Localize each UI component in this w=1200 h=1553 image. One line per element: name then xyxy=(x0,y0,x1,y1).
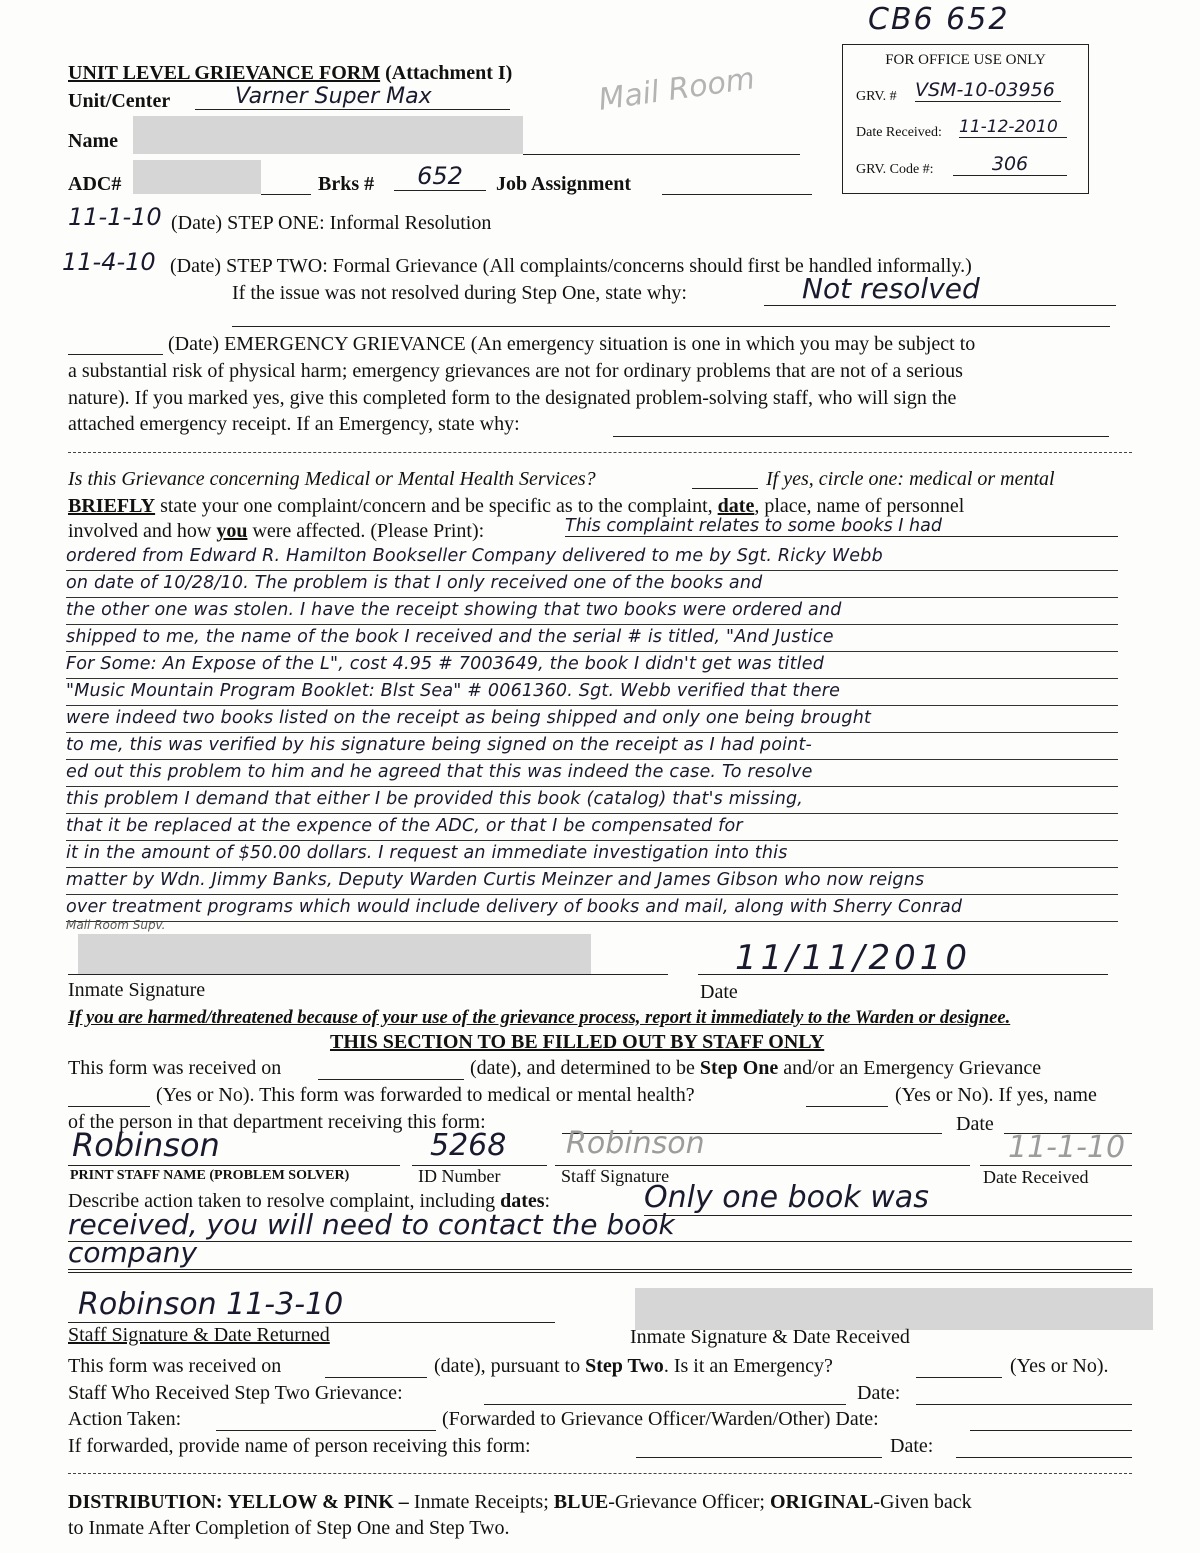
describe-dates: dates xyxy=(500,1190,545,1212)
staff-received-date-line xyxy=(318,1059,464,1080)
job-label: Job Assignment xyxy=(496,173,632,195)
distribution-yellow-pink: YELLOW & PINK – xyxy=(227,1491,409,1513)
staff-date-received-line xyxy=(980,1163,1132,1166)
emergency-line3: nature). If you marked yes, give this completed form to the designated problem-solving staff, who will sign the xyxy=(68,387,957,409)
office-use-box xyxy=(842,44,1089,194)
inmate-signature-line xyxy=(68,972,668,975)
distribution-line2: to Inmate After Completion of Step One and Step Two. xyxy=(68,1517,510,1539)
staff-received-label: This form was received on xyxy=(68,1057,282,1079)
involved-instruction xyxy=(68,520,484,543)
unit-label: Unit/Center xyxy=(68,90,171,112)
complaint-line: For Some: An Expose of the L", cost 4.95 # 7003649, the book I didn't get was titled xyxy=(66,652,1118,679)
complaint-line: "Music Mountain Program Booklet: Blst Sea" # 0061360. Sgt. Webb verified that there xyxy=(66,679,1118,706)
action-line-4 xyxy=(68,1270,1132,1273)
staff-signature-label: Staff Signature xyxy=(561,1166,670,1186)
step-two-received-line xyxy=(325,1357,427,1378)
forwarded-person-line xyxy=(636,1437,882,1458)
step-one-date: 11-1-10 xyxy=(68,203,162,231)
form-attachment: (Attachment I) xyxy=(385,62,513,84)
step-two-staff-line xyxy=(484,1384,846,1405)
date-received-label: Date Received: xyxy=(856,125,942,140)
step-two-text: (Date) STEP TWO: Formal Grievance (All complaints/concerns should first be handled informally.) xyxy=(170,255,972,277)
step-two-issue-label: If the issue was not resolved during Step One, state why: xyxy=(232,282,687,304)
staff-determined-a: (date), and determined to be xyxy=(470,1057,700,1079)
job-line xyxy=(662,172,812,195)
action-line: received, you will need to contact the book xyxy=(68,1208,1132,1242)
complaint-line: ordered from Edward R. Hamilton Bookseller Company delivered to me by Sgt. Ricky Webb xyxy=(66,544,1118,571)
name-line xyxy=(523,130,800,155)
inmate-received-label: Inmate Signature & Date Received xyxy=(630,1326,910,1348)
id-number-value: 5268 xyxy=(430,1128,507,1163)
distribution-inmate-receipts: Inmate Receipts; xyxy=(408,1491,554,1513)
date-label: Date xyxy=(700,981,738,1003)
staff-determined-text xyxy=(470,1057,1041,1080)
complaint-line: on date of 10/28/10. The problem is that I only received one of the books and xyxy=(66,571,1118,598)
name-redaction xyxy=(133,116,523,154)
involved-text-a: involved and how xyxy=(68,520,217,542)
person-receiving-label: of the person in that department receiving this form: xyxy=(68,1111,486,1133)
inmate-received-redaction xyxy=(635,1288,1153,1330)
complaint-line: shipped to me, the name of the book I received and the serial # is titled, "And Justice xyxy=(66,625,1118,652)
step-two-yesno: (Yes or No). xyxy=(1010,1355,1109,1377)
complaint-line: matter by Wdn. Jimmy Banks, Deputy Warden Curtis Meinzer and James Gibson who now reigns xyxy=(66,868,1118,895)
brks-label: Brks # xyxy=(318,173,375,195)
briefly-text-a: state your one complaint/concern and be specific as to the complaint, xyxy=(155,495,718,517)
complaint-line: ed out this problem to him and he agreed that this was indeed the case. To resolve xyxy=(66,760,1118,787)
complaint-line: it in the amount of $50.00 dollars. I request an immediate investigation into this xyxy=(66,841,1118,868)
step-one-text: (Date) STEP ONE: Informal Resolution xyxy=(171,212,492,234)
action-taken-line xyxy=(216,1410,436,1431)
distribution-given-back: -Given back xyxy=(873,1491,972,1513)
inmate-signature-label: Inmate Signature xyxy=(68,979,206,1001)
complaint-line: to me, this was verified by his signature being signed on the receipt as I had point- xyxy=(66,733,1118,760)
distribution-grievance-officer: -Grievance Officer; xyxy=(608,1491,770,1513)
staff-section-heading: THIS SECTION TO BE FILLED OUT BY STAFF ONLY xyxy=(330,1031,825,1053)
complaint-line: this problem I demand that either I be provided this book (catalog) that's missing, xyxy=(66,787,1118,814)
step-two-pursuant xyxy=(434,1355,833,1378)
emergency-line1: (Date) EMERGENCY GRIEVANCE (An emergency situation is one in which you may be subject to xyxy=(168,333,976,355)
briefly-text-b: , place, name of personnel xyxy=(754,495,965,517)
distribution-original: ORIGINAL xyxy=(770,1491,874,1513)
complaint-line: the other one was stolen. I have the receipt showing that two books were ordered and xyxy=(66,598,1118,625)
grv-number-label: GRV. # xyxy=(856,89,897,104)
inmate-signature-redaction xyxy=(78,934,591,974)
medical-question: Is this Grievance concerning Medical or Mental Health Services? xyxy=(68,468,596,490)
medical-yesno-line xyxy=(806,1086,888,1107)
staff-signature-value: Robinson xyxy=(566,1126,705,1161)
date-received-value: 11-12-2010 xyxy=(959,117,1067,138)
describe-colon: : xyxy=(544,1190,551,1212)
signature-date-value: 11/11/2010 xyxy=(735,938,971,978)
adc-redaction xyxy=(133,160,261,194)
emergency-why-line xyxy=(613,416,1109,437)
distribution-line1 xyxy=(68,1491,972,1514)
action-date-line xyxy=(970,1410,1132,1431)
office-use-title: FOR OFFICE USE ONLY xyxy=(885,52,1046,68)
signature-date-line xyxy=(698,972,1108,975)
step-two-pursuant-c: . Is it an Emergency? xyxy=(663,1355,833,1377)
complaint-line: were indeed two books listed on the receipt as being shipped and only one being brought xyxy=(66,706,1118,733)
unit-value: Varner Super Max xyxy=(195,84,510,110)
action-taken-label: Action Taken: xyxy=(68,1408,182,1430)
staff-name-value: Robinson xyxy=(72,1126,220,1164)
briefly-date-word: date xyxy=(717,495,755,517)
grv-code-label: GRV. Code #: xyxy=(856,162,934,177)
emergency-date-line xyxy=(68,334,163,355)
forwarded-date-line xyxy=(956,1437,1132,1458)
grv-code-value: 306 xyxy=(953,153,1067,176)
mail-room-note: Mail Room xyxy=(596,61,757,118)
staff-yesno-text: (Yes or No). This form was forwarded to medical or mental health? xyxy=(156,1084,695,1106)
emergency-yesno-line xyxy=(68,1086,150,1107)
staff-determined-c: and/or an Emergency Grievance xyxy=(778,1057,1042,1079)
involved-text-b: were affected. (Please Print): xyxy=(247,520,485,542)
adc-label: ADC# xyxy=(68,173,122,195)
describe-text: Describe action taken to resolve complaint, including xyxy=(68,1190,501,1212)
return-signature-value: Robinson 11-3-10 xyxy=(78,1287,344,1322)
brks-value: 652 xyxy=(394,162,486,191)
step-two-received-label: This form was received on xyxy=(68,1355,282,1377)
name-label: Name xyxy=(68,130,118,152)
step-two-word: Step Two xyxy=(585,1355,664,1377)
step-two-staff-date-label: Date: xyxy=(857,1382,901,1404)
divider-bottom xyxy=(68,1473,1132,1474)
grv-number-value: VSM-10-03956 xyxy=(915,79,1061,102)
return-signature-line xyxy=(68,1320,555,1323)
complaint-cutoff: Mail Room Supv. xyxy=(66,918,166,932)
step-two-issue-value: Not resolved xyxy=(764,272,1116,306)
adc-line xyxy=(261,172,311,195)
briefly-word: BRIEFLY xyxy=(68,495,156,517)
emergency-line4: attached emergency receipt. If an Emergency, state why: xyxy=(68,413,520,435)
involved-you: you xyxy=(216,520,248,542)
forwarded-person-label: If forwarded, provide name of person receiving this form: xyxy=(68,1435,531,1457)
forwarded-date-label: Date: xyxy=(890,1435,934,1457)
complaint-line: that it be replaced at the expence of the ADC, or that I be compensated for xyxy=(66,814,1118,841)
complaint-first-line: This complaint relates to some books I had xyxy=(565,516,1118,537)
divider-top xyxy=(68,452,1132,453)
staff-return-label: Staff Signature & Date Returned xyxy=(68,1324,330,1346)
person-date-label: Date xyxy=(956,1113,994,1135)
print-staff-name-label: PRINT STAFF NAME (PROBLEM SOLVER) xyxy=(70,1168,350,1183)
form-title-text: UNIT LEVEL GRIEVANCE FORM xyxy=(68,62,381,84)
action-line: company xyxy=(68,1236,1132,1270)
step-two-pursuant-a: (date), pursuant to xyxy=(434,1355,586,1377)
stamp-number: CB6 652 xyxy=(868,2,1010,37)
distribution-blue: BLUE xyxy=(553,1491,609,1513)
form-title xyxy=(68,62,512,85)
step-two-emergency-line xyxy=(916,1357,1002,1378)
medical-circle: If yes, circle one: medical or mental xyxy=(766,468,1055,490)
step-two-date: 11-4-10 xyxy=(62,248,156,276)
distribution-label: DISTRIBUTION: xyxy=(68,1491,223,1513)
id-number-label: ID Number xyxy=(418,1166,501,1186)
staff-date-received-value: 11-1-10 xyxy=(1008,1130,1126,1165)
briefly-instruction xyxy=(68,495,964,518)
complaint-line: over treatment programs which would include delivery of books and mail, along with Sherry Conrad xyxy=(66,895,1118,922)
harm-warning: If you are harmed/threatened because of your use of the grievance process, report it immediately to the Warden or designee. xyxy=(68,1008,1011,1028)
step-two-staff-label: Staff Who Received Step Two Grievance: xyxy=(68,1382,403,1404)
staff-name-line xyxy=(68,1163,400,1166)
medical-answer-line xyxy=(692,470,758,489)
action-forwarded-label: (Forwarded to Grievance Officer/Warden/Other) Date: xyxy=(442,1408,879,1430)
staff-yesno-text-b: (Yes or No). If yes, name xyxy=(895,1084,1097,1106)
emergency-line2: a substantial risk of physical harm; emergency grievances are not for ordinary problems that are not of a serious xyxy=(68,360,963,382)
date-received-label: Date Received xyxy=(983,1167,1089,1187)
step-two-issue-line2 xyxy=(232,306,1110,327)
step-two-staff-date-line xyxy=(916,1384,1132,1405)
action-first-line: Only one book was xyxy=(644,1180,1132,1216)
staff-determined-step-one: Step One xyxy=(699,1057,779,1079)
